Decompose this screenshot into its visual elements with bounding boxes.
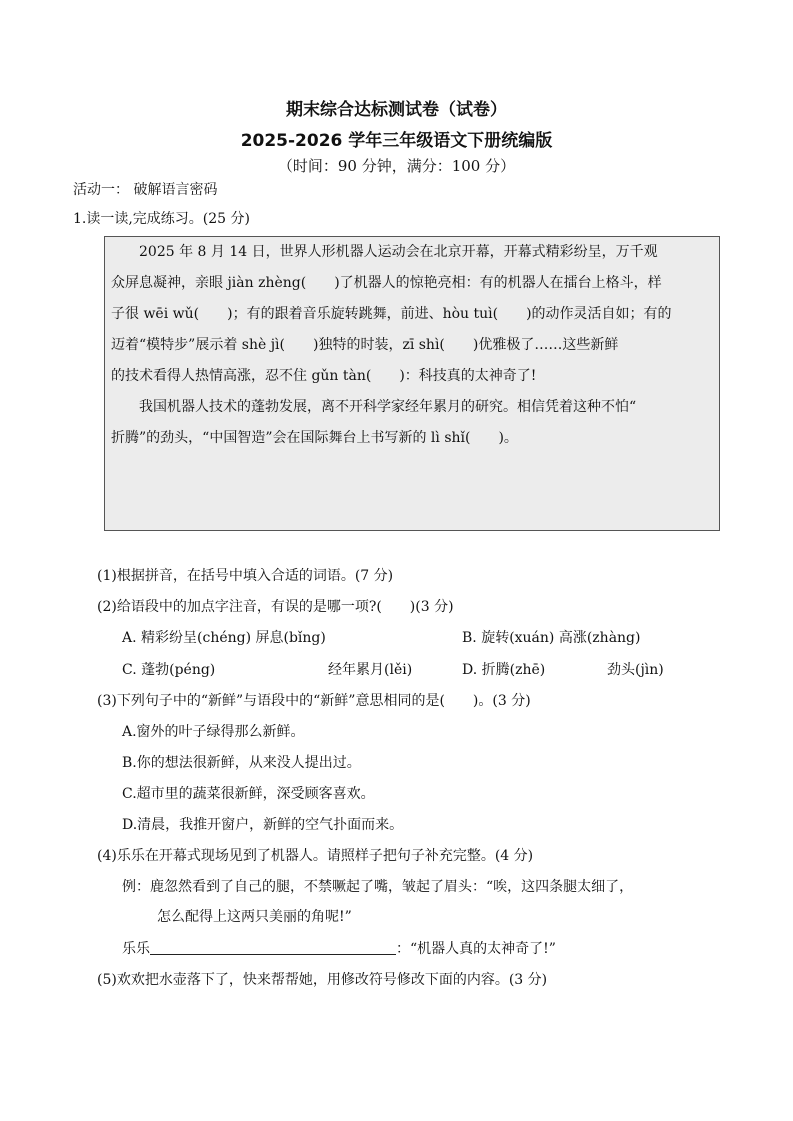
- option-b: B. 旋转(xuán) 高涨(zhàng): [462, 630, 641, 646]
- question-1-heading: 1.读一读,完成练习。(25 分): [73, 211, 250, 227]
- passage-line: 的技术看得人热情高涨，忍不住 gǔn tàn( )：科技真的太神奇了!: [111, 368, 537, 384]
- subquestion-3: (3)下列句子中的“新鲜”与语段中的“新鲜”意思相同的是( )。(3 分): [97, 693, 531, 709]
- subquestion-1: (1)根据拼音，在括号中填入合适的词语。(7 分): [97, 568, 394, 584]
- exam-meta: （时间：90 分钟，满分：100 分）: [277, 157, 516, 175]
- option-a: A. 精彩纷呈(chéng) 屏息(bǐng): [122, 630, 326, 646]
- passage-line: 折腾”的劲头，“中国智造”会在国际舞台上书写新的 lì shǐ( )。: [111, 430, 518, 446]
- answer-suffix: ：“机器人真的太神奇了!”: [396, 941, 556, 957]
- passage-line: 子很 wēi wǔ( )；有的跟着音乐旋转跳舞，前进、hòu tuì( )的动作灵活自如；有的: [111, 306, 672, 322]
- option-c: C.超市里的蔬菜很新鲜，深受顾客喜欢。: [122, 786, 375, 802]
- subquestion-2: (2)给语段中的加点字注音，有误的是哪一项?( )(3 分): [97, 599, 454, 615]
- option-d: D.清晨，我推开窗户，新鲜的空气扑面而来。: [122, 817, 404, 833]
- passage-line: 迈着“模特步”展示着 shè jì( )独特的时装，zī shì( )优雅极了……这些新鲜: [111, 337, 619, 353]
- subquestion-4: (4)乐乐在开幕式现场见到了机器人。请照样子把句子补充完整。(4 分): [97, 848, 534, 864]
- answer-prefix: 乐乐: [122, 941, 150, 957]
- exam-subtitle: 2025-2026 学年三年级语文下册统编版: [240, 131, 553, 151]
- passage-line: 我国机器人技术的蓬勃发展，离不开科学家经年累月的研究。相信凭着这种不怕“: [111, 399, 637, 415]
- option-c-second: 经年累月(lěi): [328, 662, 413, 678]
- passage-line: 众屏息凝神，亲眼 jiàn zhèng( )了机器人的惊艳亮相：有的机器人在擂台上格斗，样: [111, 275, 662, 291]
- subquestion-5: (5)欢欢把水壶落下了，快来帮帮她，用修改符号修改下面的内容。(3 分): [97, 972, 548, 988]
- exam-title: 期末综合达标测试卷（试卷）: [286, 100, 507, 120]
- example-line-2: 怎么配得上这两只美丽的角呢!”: [157, 909, 352, 925]
- passage-line: 2025 年 8 月 14 日，世界人形机器人运动会在北京开幕，开幕式精彩纷呈，万千观: [111, 244, 658, 260]
- option-a: A.窗外的叶子绿得那么新鲜。: [122, 724, 305, 740]
- option-b: B.你的想法很新鲜，从来没人提出过。: [122, 755, 361, 771]
- reading-passage-box: [104, 236, 720, 531]
- activity-heading: 活动一： 破解语言密码: [73, 182, 218, 198]
- option-d-second: 劲头(jìn): [607, 662, 664, 678]
- answer-blank[interactable]: [150, 940, 396, 955]
- example-line-1: 例：鹿忽然看到了自己的腿，不禁噘起了嘴，皱起了眉头：“唉，这四条腿太细了，: [122, 879, 634, 895]
- option-c: C. 蓬勃(péng): [122, 662, 216, 678]
- option-d: D. 折腾(zhē): [462, 662, 546, 678]
- answer-line: [122, 938, 556, 958]
